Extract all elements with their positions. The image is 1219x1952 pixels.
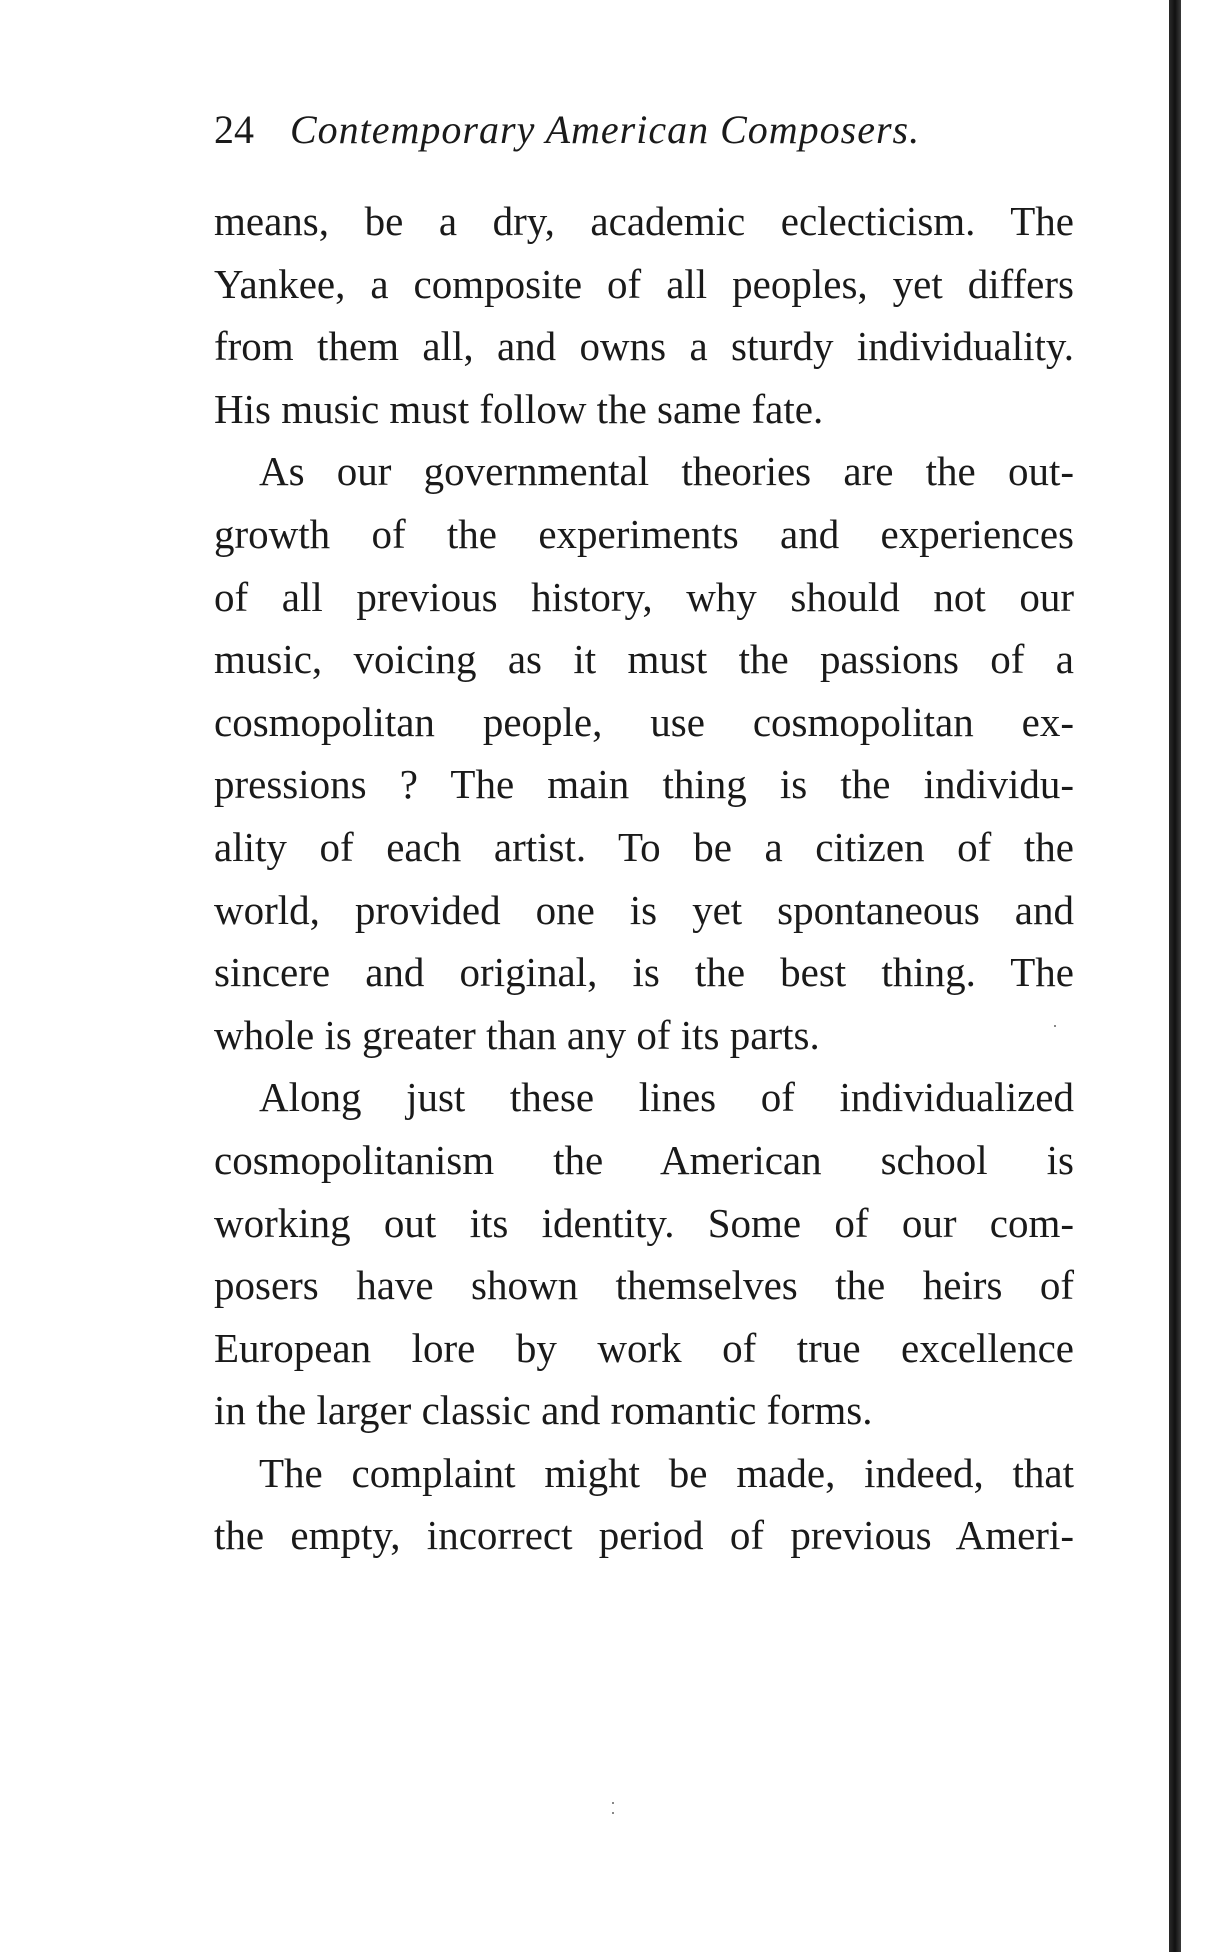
paragraph-3 xyxy=(214,1066,1074,1442)
running-title: Contemporary American Composers. xyxy=(290,107,921,152)
text-line: of all previous history, why should not our xyxy=(214,573,1074,620)
text-line: growth of the experiments and experiences xyxy=(214,510,1074,557)
running-header xyxy=(214,100,1074,160)
text-line: cosmopolitan people, use cosmopolitan ex- xyxy=(214,698,1074,745)
text-line: Yankee, a composite of all peoples, yet differs xyxy=(214,260,1074,307)
text-line: working out its identity. Some of our com- xyxy=(214,1199,1074,1246)
page-binding-edge xyxy=(1161,0,1219,1952)
paper-speck xyxy=(1054,1025,1056,1027)
text-line: The complaint might be made, indeed, that xyxy=(259,1449,1074,1496)
paragraph-2 xyxy=(214,440,1074,1066)
text-line: His music must follow the same fate. xyxy=(214,385,824,432)
text-line: Along just these lines of individualized xyxy=(259,1074,1074,1121)
text-line: cosmopolitanism the American school is xyxy=(214,1136,1074,1183)
text-line: pressions ? The main thing is the individu- xyxy=(214,761,1074,808)
paper-speck xyxy=(612,1802,614,1804)
paper-speck xyxy=(612,1812,614,1814)
text-line: ality of each artist. To be a citizen of the xyxy=(214,823,1074,870)
page-number: 24 xyxy=(214,107,254,152)
text-line: means, be a dry, academic eclecticism. The xyxy=(214,198,1074,244)
paragraph-4 xyxy=(214,1442,1074,1567)
text-line: from them all, and owns a sturdy individuality. xyxy=(214,323,1074,370)
text-line: European lore by work of true excellence xyxy=(214,1324,1074,1371)
binding-shadow xyxy=(1169,0,1181,1952)
text-line: posers have shown themselves the heirs of xyxy=(214,1262,1074,1309)
text-line: world, provided one is yet spontaneous and xyxy=(214,886,1074,933)
text-line: whole is greater than any of its parts. xyxy=(214,1011,820,1058)
text-line: music, voicing as it must the passions of a xyxy=(214,636,1074,683)
paragraph-1 xyxy=(214,190,1074,440)
text-line: sincere and original, is the best thing. The xyxy=(214,949,1074,996)
text-line: As our governmental theories are the out- xyxy=(259,448,1074,495)
text-line: the empty, incorrect period of previous Ameri- xyxy=(214,1512,1074,1559)
body-text xyxy=(214,190,1074,1567)
text-line: in the larger classic and romantic forms. xyxy=(214,1387,873,1434)
